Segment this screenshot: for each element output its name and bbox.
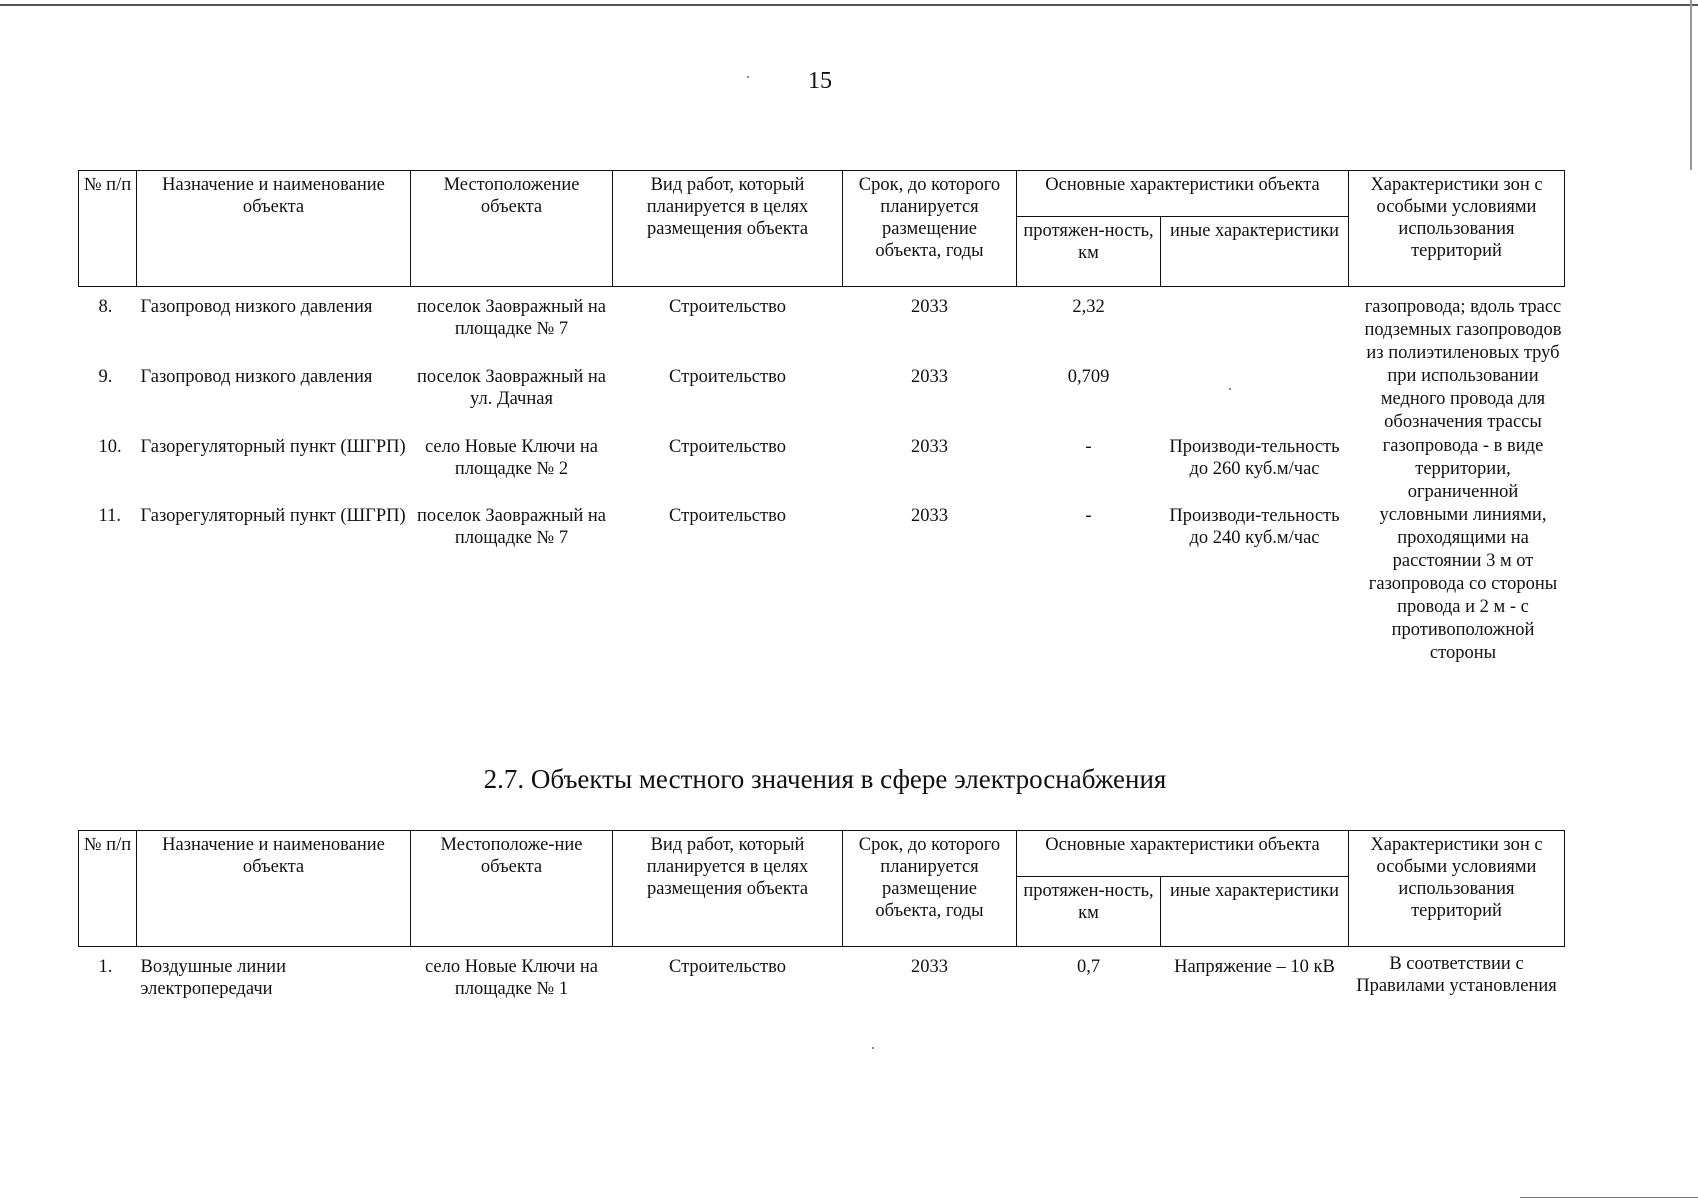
row-work: Строительство — [669, 436, 786, 457]
col-num-header: № п/п — [79, 831, 137, 947]
table-row — [79, 947, 1565, 1027]
col-main-chars-header: Основные характеристики объекта — [1017, 831, 1349, 877]
row-num: 9. — [98, 366, 113, 387]
scan-edge-bottom — [1520, 1197, 1698, 1198]
row-length: 2,32 — [1072, 297, 1105, 317]
electricity-objects-table — [78, 830, 1565, 1027]
col-other-header: иные характеристики — [1161, 217, 1349, 287]
col-name-header: Назначение и наименование объекта — [137, 831, 411, 947]
col-length-header: протяжен-ность, км — [1017, 877, 1161, 947]
row-name: Газопровод низкого давления — [140, 366, 373, 387]
row-location: село Новые Ключи на площадке № 1 — [425, 957, 598, 999]
col-work-header: Вид работ, который планируется в целях размещения объекта — [613, 171, 843, 287]
row-term: 2033 — [911, 366, 948, 387]
scan-speck — [747, 76, 749, 78]
row-name: Газопровод низкого давления — [140, 297, 373, 317]
col-num-header: № п/п — [79, 171, 137, 287]
row-num: 8. — [98, 297, 113, 317]
row-term: 2033 — [911, 436, 948, 457]
col-name-header: Назначение и наименование объекта — [137, 171, 411, 287]
scan-edge-top — [0, 4, 1698, 6]
row-name: Воздушные линии электропередачи — [140, 957, 286, 999]
row-length: - — [1085, 436, 1092, 457]
section-title: 2.7. Объекты местного значения в сфере электроснабжения — [483, 764, 1167, 794]
row-other — [1161, 287, 1349, 357]
row-other: Производи-тельность до 240 куб.м/час — [1169, 505, 1340, 548]
table-row — [79, 357, 1565, 427]
row-location: поселок Заовражный на площадке № 7 — [416, 297, 607, 339]
row-zones: В соответствии с Правилами установления — [1356, 954, 1557, 996]
row-other — [1161, 357, 1349, 427]
col-work-header: Вид работ, который планируется в целях размещения объекта — [613, 831, 843, 947]
col-zones-header: Характеристики зон с особыми условиями использования территорий — [1349, 171, 1565, 287]
row-term: 2033 — [911, 505, 948, 526]
row-location: поселок Заовражный на ул. Дачная — [416, 366, 607, 409]
page-number: 15 — [808, 68, 832, 94]
row-length: 0,709 — [1067, 366, 1110, 387]
row-work: Строительство — [669, 297, 786, 317]
col-term-header: Срок, до которого планируется размещение объекта, годы — [843, 831, 1017, 947]
row-length: - — [1085, 505, 1092, 526]
row-work: Строительство — [669, 505, 786, 526]
row-other: Производи-тельность до 260 куб.м/час — [1169, 436, 1340, 479]
table-header-row — [79, 831, 1565, 877]
zones-description: газопровода; вдоль трасс подземных газопроводов из полиэтиленовых труб при использовании медного провода для обозначения трассы газопровода - в виде территории, ограниченной условными линиями, проходящими на расстоянии 3 м от газопровода со стороны провода и 2 м - с противоположной стороны — [1364, 297, 1562, 664]
row-name: Газорегуляторный пункт (ШГРП) — [140, 436, 406, 457]
col-term-header: Срок, до которого планируется размещение объекта, годы — [843, 171, 1017, 287]
row-num: 11. — [98, 505, 121, 526]
row-length: 0,7 — [1076, 957, 1101, 977]
col-location-header: Местоположе-ние объекта — [411, 831, 613, 947]
row-work: Строительство — [669, 366, 786, 387]
row-work: Строительство — [669, 957, 786, 977]
col-zones-header: Характеристики зон с особыми условиями использования территорий — [1349, 831, 1565, 947]
row-num: 10. — [98, 436, 122, 457]
row-other: Напряжение – 10 кВ — [1174, 957, 1335, 977]
table-header-row — [79, 171, 1565, 217]
scan-edge-right — [1690, 0, 1692, 170]
row-name: Газорегуляторный пункт (ШГРП) — [140, 505, 406, 526]
row-num: 1. — [98, 957, 113, 977]
col-location-header: Местоположение объекта — [411, 171, 613, 287]
table-row — [79, 496, 1565, 586]
row-term: 2033 — [911, 957, 948, 977]
gas-objects-table — [78, 170, 1565, 586]
row-term: 2033 — [911, 297, 948, 317]
col-length-header: протяжен-ность, км — [1017, 217, 1161, 287]
row-location: поселок Заовражный на площадке № 7 — [416, 505, 607, 548]
table-row — [79, 287, 1565, 357]
scan-speck — [872, 1047, 874, 1049]
row-location: село Новые Ключи на площадке № 2 — [425, 436, 598, 479]
col-main-chars-header: Основные характеристики объекта — [1017, 171, 1349, 217]
table-row — [79, 427, 1565, 496]
col-other-header: иные характеристики — [1161, 877, 1349, 947]
